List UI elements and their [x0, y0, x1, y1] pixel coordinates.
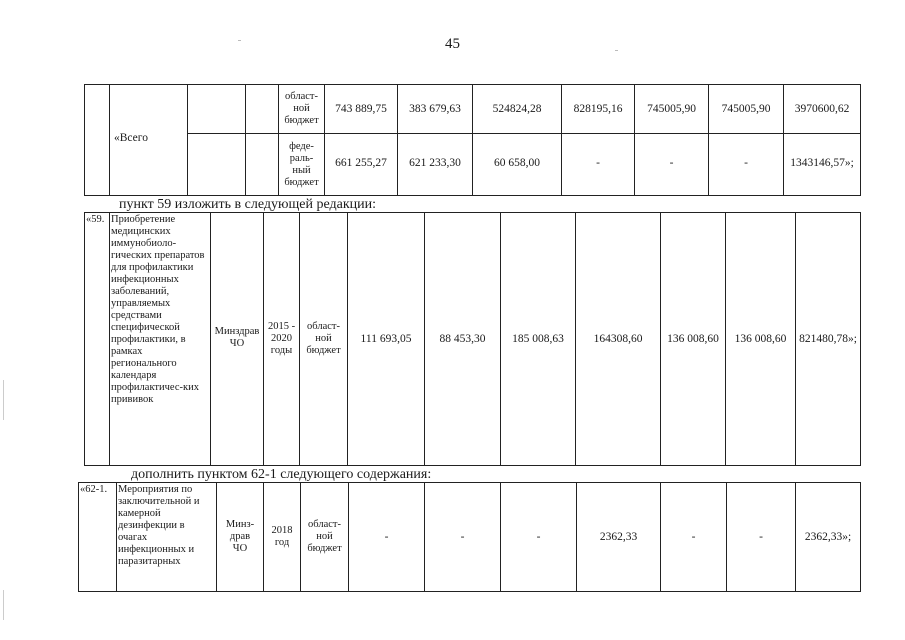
value-cell: 185 008,63: [512, 332, 564, 345]
value-cell: 2362,33: [599, 530, 638, 543]
value-cell: 2362,33»;: [804, 530, 852, 543]
instruction-text: пункт 59 изложить в следующей редакции:: [119, 197, 376, 212]
executor-cell: Минздрав ЧО: [214, 326, 260, 349]
value-cell: -: [384, 530, 389, 543]
item-number: «62-1.: [80, 484, 108, 495]
scan-artifact: [3, 590, 4, 620]
value-cell: 745005,90: [647, 102, 696, 115]
value-cell: 524824,28: [492, 102, 542, 115]
value-cell: 88 453,30: [439, 332, 486, 345]
value-cell: -: [536, 530, 541, 543]
value-cell: 828195,16: [573, 102, 623, 115]
value-cell: 621 233,30: [409, 156, 461, 169]
period-cell: 2015 - 2020 годы: [267, 321, 296, 356]
budget-source-cell: област- ной бюджет: [307, 519, 342, 554]
item-name: Приобретение медицинских иммунобиоло-гических препаратов для профилактики инфекционных заболеваний, управляемых средствами специфической профилактики, в рамках регионального календаря профилактичес-ких прививок: [111, 214, 205, 405]
item-name: Мероприятия по заключительной и камерной дезинфекции в очагах инфекционных и паразитарных: [118, 484, 200, 567]
value-cell: 164308,60: [593, 332, 643, 345]
value-cell: 745005,90: [721, 102, 771, 115]
item-number: «59.: [86, 214, 105, 225]
value-cell: 136 008,60: [734, 332, 787, 345]
value-cell: -: [669, 156, 674, 169]
budget-source-cell: област- ной бюджет: [284, 91, 319, 126]
value-cell: -: [691, 530, 696, 543]
value-cell: 1343146,57»;: [790, 156, 854, 169]
period-cell: 2018 год: [271, 525, 293, 548]
value-cell: 821480,78»;: [799, 332, 857, 345]
value-cell: -: [460, 530, 465, 543]
page-number: 45: [445, 36, 460, 52]
budget-source-cell: феде- раль- ный бюджет: [284, 141, 319, 188]
total-row-label: «Всего: [114, 132, 148, 144]
value-cell: -: [759, 530, 763, 543]
value-cell: 60 658,00: [494, 156, 540, 169]
budget-source-cell: област- ной бюджет: [306, 321, 341, 356]
value-cell: 743 889,75: [335, 102, 387, 115]
value-cell: 111 693,05: [360, 332, 412, 345]
executor-cell: Минз- драв ЧО: [225, 519, 255, 554]
value-cell: -: [596, 156, 600, 169]
scan-artifact: [3, 380, 4, 420]
value-cell: 3970600,62: [794, 102, 850, 115]
instruction-text: дополнить пунктом 62-1 следующего содержания:: [131, 467, 432, 482]
value-cell: 661 255,27: [335, 156, 387, 169]
value-cell: 383 679,63: [409, 102, 461, 115]
value-cell: -: [744, 156, 748, 169]
value-cell: 136 008,60: [667, 332, 719, 345]
